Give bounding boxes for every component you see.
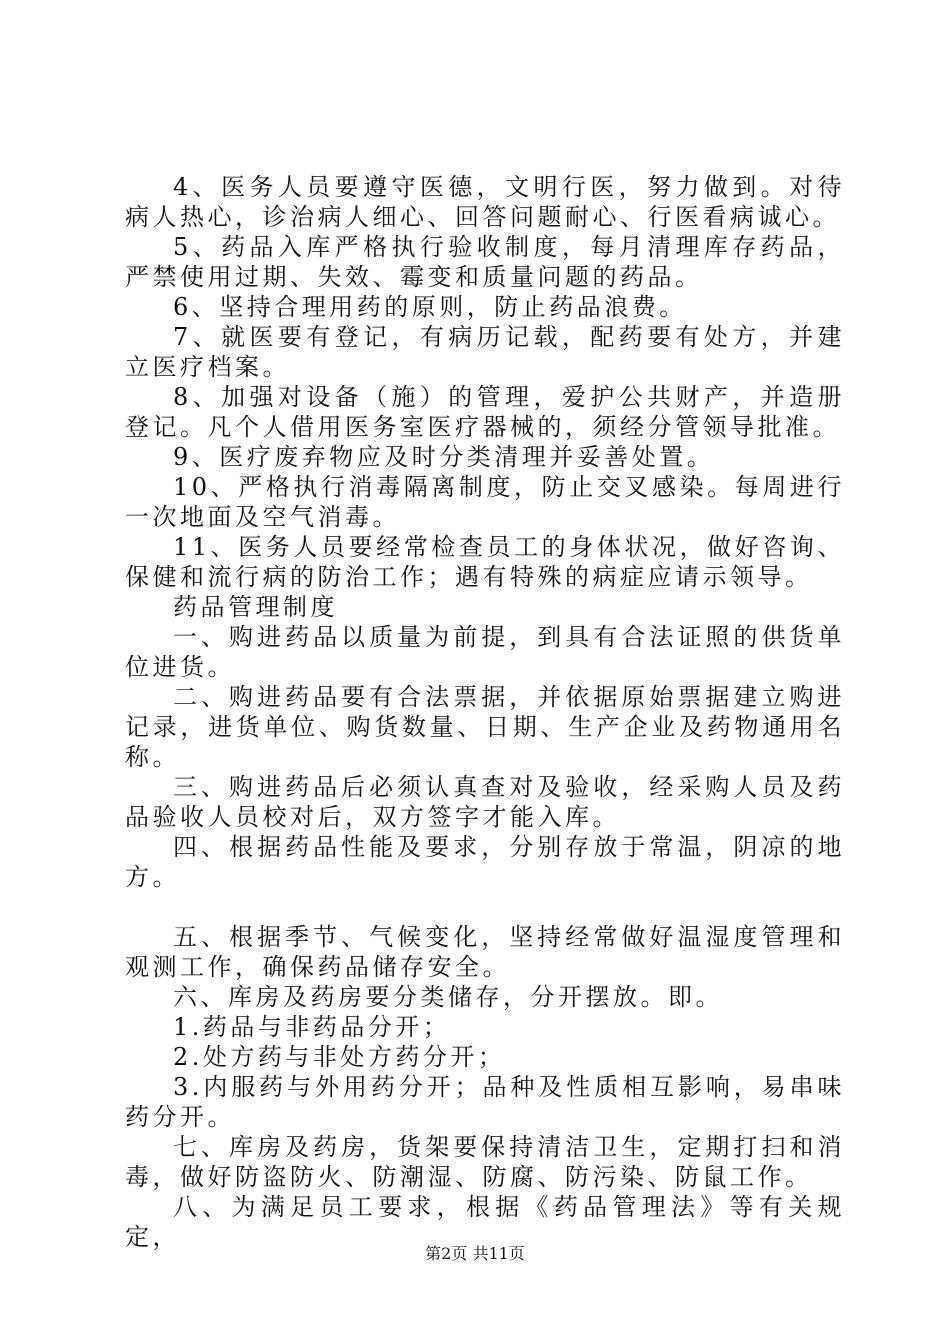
paragraph: 6、坚持合理用药的原则，防止药品浪费。: [173, 293, 687, 321]
paragraph: 10、严格执行消毒隔离制度，防止交叉感染。每周进行一次地面及空气消毒。: [125, 473, 845, 531]
paragraph: 5、药品入库严格执行验收制度，每月清理库存药品，严禁使用过期、失效、霉变和质量问题的药品。: [125, 233, 845, 291]
paragraph: 一、购进药品以质量为前提，到具有合法证照的供货单位进货。: [125, 623, 845, 681]
paragraph: 八、为满足员工要求，根据《药品管理法》等有关规定，: [125, 1193, 845, 1251]
section-heading: 药品管理制度: [173, 593, 338, 621]
paragraph: 11、医务人员要经常检查员工的身体状况，做好咨询、保健和流行病的防治工作；遇有特殊的病症应请示领导。: [125, 533, 845, 591]
paragraph: 四、根据药品性能及要求，分别存放于常温，阴凉的地方。: [125, 833, 845, 891]
paragraph: 二、购进药品要有合法票据，并依据原始票据建立购进记录，进货单位、购货数量、日期、生产企业及药物通用名称。: [125, 683, 845, 771]
page-footer: 第2页 共11页: [425, 1244, 525, 1263]
paragraph: 七、库房及药房，货架要保持清洁卫生，定期打扫和消毒，做好防盗防火、防潮湿、防腐、防污染、防鼠工作。: [125, 1133, 845, 1191]
paragraph: 7、就医要有登记，有病历记载，配药要有处方，并建立医疗档案。: [125, 323, 845, 381]
paragraph: 六、库房及药房要分类储存，分开摆放。即。: [173, 983, 723, 1011]
list-item: 3.内服药与外用药分开；品种及性质相互影响，易串味药分开。: [125, 1073, 845, 1131]
paragraph: 4、医务人员要遵守医德，文明行医，努力做到。对待病人热心，诊治病人细心、回答问题耐心、行医看病诚心。: [125, 173, 845, 231]
paragraph: 8、加强对设备（施）的管理，爱护公共财产，并造册登记。凡个人借用医务室医疗器械的，须经分管领导批准。: [125, 383, 845, 441]
paragraph: 三、购进药品后必须认真查对及验收，经采购人员及药品验收人员校对后，双方签字才能入库。: [125, 773, 845, 831]
list-item: 2.处方药与非处方药分开；: [173, 1043, 506, 1071]
list-item: 1.药品与非药品分开；: [173, 1013, 451, 1041]
paragraph: 9、医疗废弃物应及时分类清理并妥善处置。: [173, 443, 715, 471]
paragraph: 五、根据季节、气候变化，坚持经常做好温湿度管理和观测工作，确保药品储存安全。: [125, 923, 845, 981]
document-body: [125, 172, 845, 1252]
